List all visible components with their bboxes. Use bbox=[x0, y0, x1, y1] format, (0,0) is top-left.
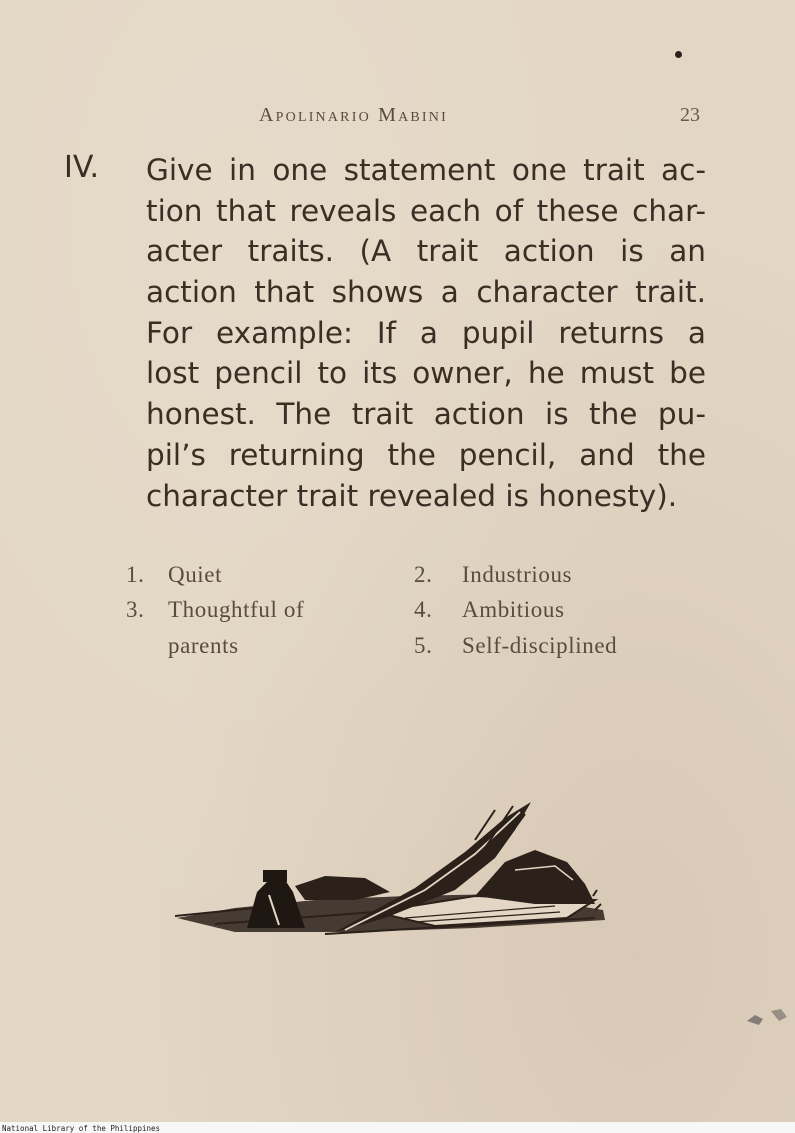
trait-number: 5. bbox=[414, 633, 433, 658]
trait-item bbox=[126, 562, 222, 588]
library-credit: National Library of the Philippines bbox=[2, 1124, 161, 1133]
trait-number: 4. bbox=[414, 597, 433, 622]
trait-item bbox=[126, 597, 304, 623]
trait-text: Self-disciplined bbox=[462, 633, 618, 658]
instruction-line: acter traits. (A trait action is an bbox=[146, 234, 706, 269]
trait-item bbox=[414, 597, 565, 623]
ink-spot bbox=[675, 51, 682, 58]
exercise-instructions bbox=[146, 150, 706, 516]
trait-item bbox=[126, 633, 239, 659]
trait-number: 3. bbox=[126, 597, 145, 622]
trait-number: 2. bbox=[414, 562, 433, 587]
instruction-line: honest. The trait action is the pu- bbox=[146, 397, 706, 432]
smudge-mark bbox=[745, 1005, 790, 1027]
page-number: 23 bbox=[680, 104, 700, 126]
instruction-line: For example: If a pupil returns a bbox=[146, 315, 706, 350]
instruction-line: pil’s returning the pencil, and the bbox=[146, 437, 706, 472]
trait-text: parents bbox=[168, 633, 239, 658]
inkwell-and-quill-icon bbox=[175, 800, 615, 945]
trait-text: Ambitious bbox=[462, 597, 565, 622]
instruction-line: action that shows a character trait. bbox=[146, 275, 706, 310]
instruction-line: character trait revealed is honesty). bbox=[146, 478, 678, 513]
section-numeral: IV. bbox=[64, 150, 100, 185]
trait-text: Thoughtful of bbox=[168, 597, 305, 622]
instruction-line: Give in one statement one trait ac- bbox=[146, 153, 706, 187]
instruction-line: lost pencil to its owner, he must be bbox=[146, 356, 706, 391]
trait-text: Quiet bbox=[168, 562, 223, 587]
trait-item bbox=[414, 562, 572, 588]
trait-item bbox=[414, 633, 617, 659]
running-head: Apolinario Mabini bbox=[259, 104, 448, 126]
trait-text: Industrious bbox=[462, 562, 573, 587]
instruction-line: tion that reveals each of these char- bbox=[146, 193, 706, 228]
trait-number: 1. bbox=[126, 562, 145, 587]
